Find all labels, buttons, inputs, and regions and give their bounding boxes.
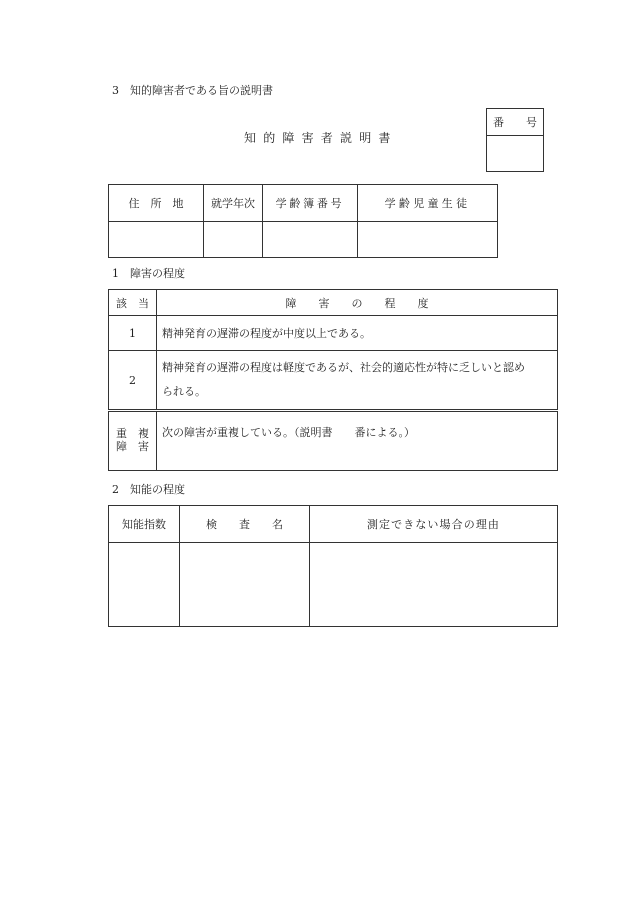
student-field[interactable] — [358, 222, 498, 258]
number-box — [486, 108, 544, 172]
iq-field[interactable] — [109, 543, 180, 627]
multi-disability-text: 次の障害が重複している。（説明書 番による。） — [157, 411, 558, 471]
header-school-year: 就学年次 — [204, 185, 263, 222]
row2-number: 2 — [109, 351, 157, 411]
header-register-number: 学齢簿番号 — [263, 185, 358, 222]
row2-text — [157, 351, 558, 411]
row2-text-line1: 精神発育の遅滞の程度は軽度であるが、社会的適応性が特に乏しいと認め — [162, 360, 525, 374]
info-table — [108, 184, 498, 258]
header-iq: 知能指数 — [109, 506, 180, 543]
row1-text: 精神発育の遅滞の程度が中度以上である。 — [157, 316, 558, 351]
section1-title: 1 障害の程度 — [112, 267, 185, 280]
header-reason: 測定できない場合の理由 — [310, 506, 558, 543]
header-test-name: 検 査 名 — [180, 506, 310, 543]
multi-disability-label — [109, 411, 157, 471]
header-disability-degree: 障 害 の 程 度 — [157, 290, 558, 316]
header-applicable: 該 当 — [109, 290, 157, 316]
intelligence-table — [108, 505, 558, 627]
number-field[interactable] — [487, 136, 543, 172]
reason-field[interactable] — [310, 543, 558, 627]
row1-number: 1 — [109, 316, 157, 351]
row2-text-line2: られる。 — [162, 385, 206, 398]
register-number-field[interactable] — [263, 222, 358, 258]
header-student: 学齢児童生徒 — [358, 185, 498, 222]
test-name-field[interactable] — [180, 543, 310, 627]
disability-table — [108, 289, 558, 471]
form-heading: 3 知的障害者である旨の説明書 — [112, 84, 273, 97]
school-year-field[interactable] — [204, 222, 263, 258]
header-address: 住 所 地 — [109, 185, 204, 222]
section2-title: 2 知能の程度 — [112, 483, 185, 496]
document-title: 知的障害者説明書 — [244, 131, 398, 145]
address-field[interactable] — [109, 222, 204, 258]
multi-label-line1: 重 複 — [116, 427, 149, 441]
number-label-right: 号 — [526, 116, 537, 129]
number-label-left: 番 — [493, 116, 504, 129]
multi-label-line2: 障 害 — [116, 440, 149, 453]
